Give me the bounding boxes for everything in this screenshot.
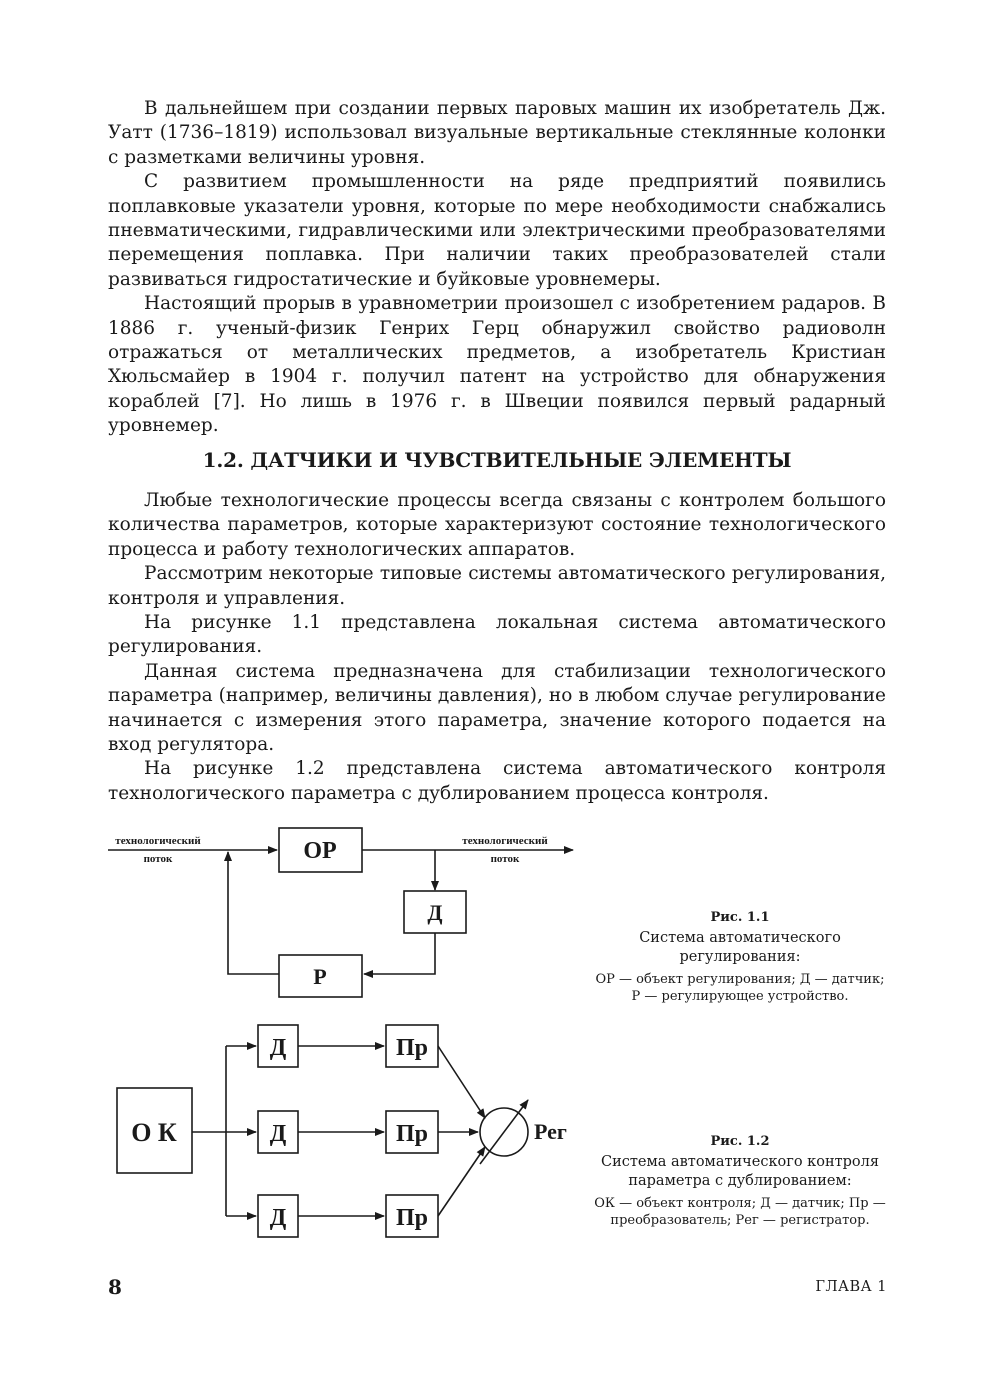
- regulator-feedback-arrow: [228, 852, 279, 974]
- paragraph: Рассмотрим некоторые типовые системы автоматического регулирования, контроля и управления.: [108, 563, 886, 609]
- block-ok-label: О К: [131, 1118, 177, 1147]
- pr1-to-reg-arrow: [438, 1046, 485, 1118]
- registrar-pointer: [480, 1100, 528, 1164]
- sensor-to-regulator-arrow: [364, 933, 435, 974]
- block-pr1-label: Пр: [395, 1035, 429, 1061]
- figure-1-1-caption: [592, 908, 888, 1005]
- reg-label: Рег: [534, 1119, 567, 1144]
- block-or-label: ОР: [303, 838, 337, 864]
- block-d3-label: Д: [269, 1205, 287, 1231]
- caption-legend: ОК — объект контроля; Д — датчик; Пр — преобразователь; Рег — регистратор.: [594, 1196, 886, 1228]
- block-d-label: Д: [427, 900, 443, 925]
- paragraph: Настоящий прорыв в уравнометрии произошел с изобретением радаров. В 1886 г. ученый-физик Генрих Герц обнаружил свойство радиоволн отражаться от металлических предметов, а изобретатель Кристиан Хюльсмайер в 1904 г. получил патент на устройство для обнаружения кораблей [7]. Но лишь в 1976 г. в Швеции появился первый радарный уровнемер.: [108, 293, 886, 437]
- block-pr3-label: Пр: [395, 1205, 429, 1231]
- figure-1-2: [117, 1025, 528, 1237]
- caption-legend: ОР — объект регулирования; Д — датчик; Р — регулирующее устройство.: [595, 972, 885, 1004]
- output-label-line1: технологический: [462, 835, 548, 847]
- caption-title: Рис. 1.1: [710, 910, 770, 925]
- block-d1-label: Д: [269, 1035, 287, 1061]
- figure-1-2-caption: [592, 1132, 888, 1229]
- pr3-to-reg-arrow: [438, 1147, 485, 1216]
- running-head: ГЛАВА 1: [815, 1279, 887, 1295]
- paragraph: Данная система предназначена для стабилизации технологического параметра (например, величины давления), но в любом случае регулирование начинается с измерения этого параметра, значение которого подается на вход регулятора.: [108, 660, 886, 756]
- paragraph: В дальнейшем при создании первых паровых машин их изобретатель Дж. Уатт (1736–1819) использовал визуальные вертикальные стеклянные колонки с разметками величины уровня.: [108, 98, 886, 168]
- caption-text: Система автоматического регулирования:: [639, 930, 841, 965]
- input-label-line2: поток: [143, 853, 173, 865]
- caption-text: Система автоматического контроля параметра с дублированием:: [600, 1154, 880, 1189]
- block-pr2-label: Пр: [395, 1121, 429, 1147]
- paragraph: На рисунке 1.2 представлена система автоматического контроля технологического параметра с дублированием процесса контроля.: [108, 758, 886, 804]
- input-label-line1: технологический: [115, 835, 201, 847]
- output-label-line2: поток: [490, 853, 520, 865]
- paragraph: Любые технологические процессы всегда связаны с контролем большого количества параметров, которые характеризуют состояние технологического процесса и работу технологических аппаратов.: [108, 490, 886, 560]
- page-number: 8: [108, 1275, 122, 1299]
- caption-title: Рис. 1.2: [710, 1134, 770, 1149]
- block-d2-label: Д: [269, 1121, 287, 1147]
- paragraph: С развитием промышленности на ряде предприятий появились поплавковые указатели уровня, которые по мере необходимости снабжались пневматическими, гидравлическими или электрическими преобразователями перемещения поплавка. При наличии таких преобразователей стали развиваться гидростатические и буйковые уровнемеры.: [108, 171, 886, 290]
- paragraph: На рисунке 1.1 представлена локальная система автоматического регулирования.: [108, 612, 886, 658]
- section-heading: 1.2. ДАТЧИКИ И ЧУВСТВИТЕЛЬНЫЕ ЭЛЕМЕНТЫ: [202, 448, 792, 472]
- block-r-label: Р: [313, 964, 327, 989]
